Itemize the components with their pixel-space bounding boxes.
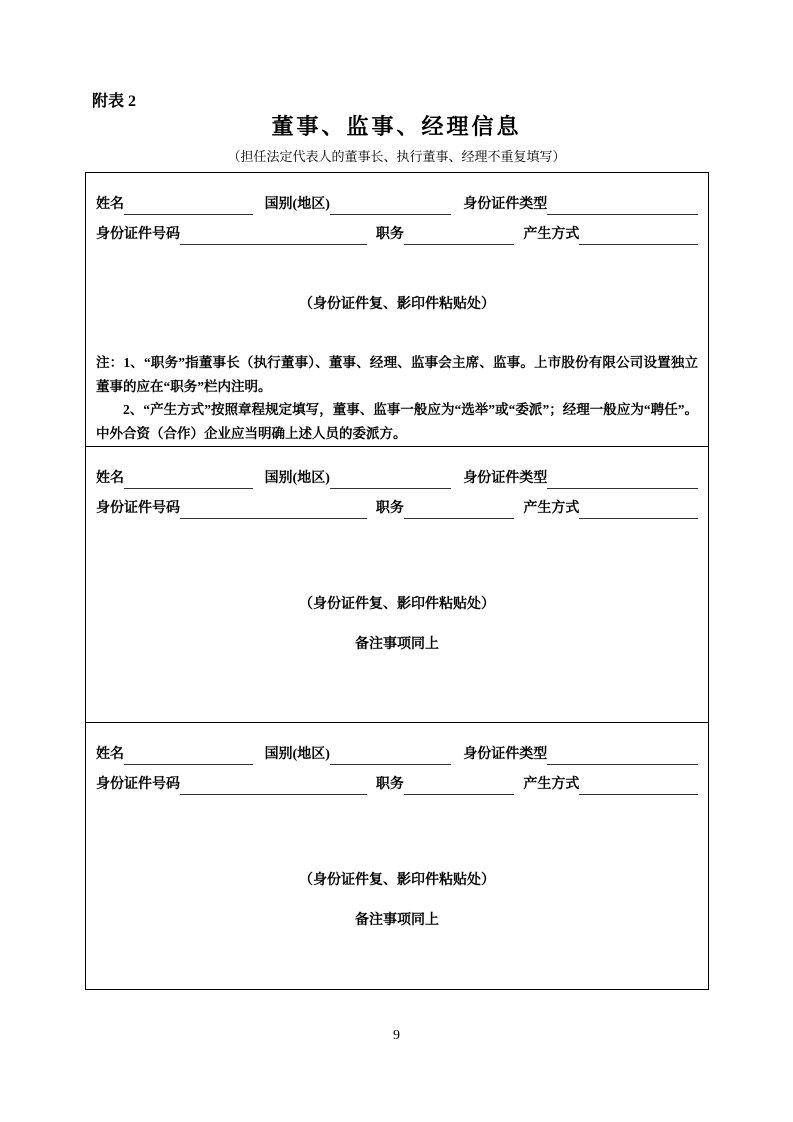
member-info-section-1 [86,173,708,446]
id-type-label: 身份证件类型 [463,746,548,762]
member-info-section-3 [86,722,708,989]
appendix-label: 附表 2 [92,93,137,110]
field-name [96,191,253,215]
position-label: 职务 [375,500,404,516]
position-label: 职务 [375,227,404,242]
appointment-method-blank-line [579,229,698,245]
id-number-blank-line [180,779,367,795]
note-line-2: 2、“产生方式”按照章程规定填写，董事、监事一般应为“选举”或“委派”；经理一般应为“聘任”。中外合资（合作）企业应当明确上述人员的委派方。 [96,402,698,441]
id-type-blank-line [547,749,698,765]
page-number: 9 [393,1028,400,1043]
field-row-2 [96,771,698,795]
field-name [96,465,253,489]
field-id-type [463,191,698,215]
note-line-1: 注：1、“职务”指董事长（执行董事）、董事、经理、监事会主席、监事。上市股份有限公司设置独立董事的应在“职务”栏内注明。 [96,355,698,394]
id-number-blank-line [180,503,367,519]
field-nationality [265,191,452,215]
id-type-label: 身份证件类型 [463,197,548,212]
field-position [376,771,514,795]
name-blank-line [124,473,253,489]
nationality-blank-line [330,749,451,765]
id-type-label: 身份证件类型 [463,470,548,486]
appointment-method-label: 产生方式 [523,776,580,792]
name-label: 姓名 [96,197,124,212]
appointment-method-blank-line [579,779,698,795]
field-row-1 [96,465,698,489]
paste-area-label: （身份证件复、影印件粘贴处） [299,297,495,312]
page-subtitle: （担任法定代表人的董事长、执行董事、经理不重复填写） [227,149,566,164]
nationality-label: 国别(地区) [264,746,330,762]
paste-area-label: （身份证件复、影印件粘贴处） [299,872,495,888]
form-box [85,172,709,990]
appointment-method-label: 产生方式 [523,500,580,516]
paste-area-label: （身份证件复、影印件粘贴处） [299,596,495,612]
position-label: 职务 [375,776,404,792]
field-row-1 [96,741,698,765]
id-number-blank-line [180,229,367,245]
field-appointment-method [523,221,698,245]
field-id-type [463,741,698,765]
field-row-1 [96,191,698,215]
field-position [376,221,514,245]
appointment-method-label: 产生方式 [523,227,580,242]
field-id-number [96,221,367,245]
field-id-number [96,771,367,795]
field-row-2 [96,221,698,245]
remarks-same-label: 备注事项同上 [355,636,439,652]
id-number-label: 身份证件号码 [96,500,180,516]
field-appointment-method [523,771,698,795]
position-blank-line [404,503,514,519]
nationality-blank-line [330,199,451,215]
position-blank-line [404,229,514,245]
nationality-label: 国别(地区) [264,470,330,486]
name-label: 姓名 [96,746,124,762]
position-blank-line [404,779,514,795]
id-number-label: 身份证件号码 [96,776,180,792]
name-label: 姓名 [96,470,124,486]
appointment-method-blank-line [579,503,698,519]
member-info-section-2 [86,446,708,722]
field-id-number [96,495,367,519]
nationality-label: 国别(地区) [264,197,330,212]
id-type-blank-line [547,473,698,489]
nationality-blank-line [330,473,451,489]
remarks-same-label: 备注事项同上 [355,912,439,928]
page-title: 董事、监事、经理信息 [271,114,522,139]
name-blank-line [124,199,253,215]
field-id-type [463,465,698,489]
field-position [376,495,514,519]
name-blank-line [124,749,253,765]
field-appointment-method [523,495,698,519]
id-type-blank-line [547,199,698,215]
id-number-label: 身份证件号码 [96,227,180,242]
field-nationality [265,741,452,765]
notes-block [96,351,698,446]
field-name [96,741,253,765]
field-row-2 [96,495,698,519]
field-nationality [265,465,452,489]
